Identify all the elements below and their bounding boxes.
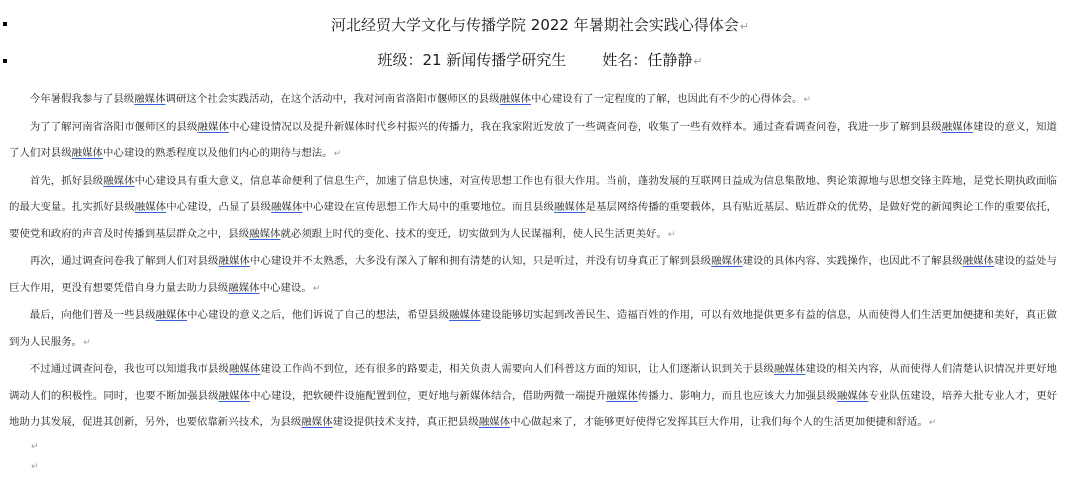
paragraph-text: 首先，抓好县级融媒体中心建设具有重大意义，信息革命便利了信息生产，加速了信息快速，对宣传思想工作也有很大作用。当前，蓬勃发展的互联网日益成为信息集散地、舆论策源地与思想交锋主阵地，是党长期执政面临的最大变量。扎实抓好县级融媒体中心建设，凸显了县级融媒体中心建设在宣传思想工作大局中的重要地位。而且县级融媒体是基层网络传播的重要载体，具有贴近基层、贴近群众的优势，是做好党的新闻舆论工作的重要依托，要使党和政府的声音及时传播到基层群众之中，县级融媒体就必须跟上时代的变化、技术的变迁，切实做到为人民谋福利，使人民生活更美好。 [9, 174, 1058, 240]
paragraph-mark: ↵ [312, 283, 321, 294]
spellcheck-flagged-term: 融媒体 [218, 255, 250, 267]
spellcheck-flagged-term: 融媒体 [155, 309, 188, 321]
spellcheck-flagged-term: 融媒体 [103, 174, 135, 187]
spellcheck-flagged-term: 融媒体 [711, 255, 743, 267]
spellcheck-flagged-term: 融媒体 [134, 201, 167, 213]
spellcheck-flagged-term: 融媒体 [301, 416, 333, 428]
spellcheck-flagged-term: 融媒体 [554, 201, 586, 213]
paragraph-mark: ↵ [928, 418, 937, 428]
body-paragraph [9, 86, 1057, 114]
spellcheck-flagged-term: 融媒体 [836, 389, 869, 402]
paragraph-text: 今年暑假我参与了县级融媒体调研这个社会实践活动，在这个活动中，我对河南省洛阳市偃师区的县级融媒体中心建设有了一定程度的了解，也因此有不少的心得体会。 [29, 93, 803, 105]
spellcheck-flagged-term: 融媒体 [228, 363, 261, 375]
paragraph-mark: ↵ [83, 337, 91, 348]
author-name-label: 姓名：任静静 [602, 51, 693, 69]
body-paragraph [9, 114, 1057, 168]
spellcheck-flagged-term: 融媒体 [134, 93, 166, 105]
body-paragraph [9, 248, 1057, 302]
author-info-line [0, 49, 1080, 73]
empty-paragraph [9, 457, 1057, 477]
paragraph-mark: ↵ [693, 55, 703, 68]
document-title-text: 河北经贸大学文化与传播学院 2022 年暑期社会实践心得体会 [331, 16, 739, 34]
paragraph-text: 为了了解河南省洛阳市偃师区的县级融媒体中心建设情况以及提升新媒体时代乡村振兴的传播力，我在我家附近发放了一些调查问卷，收集了一些有效样本。通过查看调查问卷，我进一步了解到县级融媒体建设的意义，知道了人们对县级融媒体中心建设的熟悉程度以及他们内心的期待与想法。 [9, 120, 1057, 159]
spellcheck-flagged-term: 融媒体 [271, 201, 303, 213]
paragraph-text: 再次，通过调查问卷我了解到人们对县级融媒体中心建设并不太熟悉，大多没有深入了解和拥有清楚的认知，只是听过，并没有切身真正了解到县级融媒体建设的具体内容、实践操作，也因此不了解县级融媒体建设的益处与巨大作用，更没有想要凭借自身力量去助力县级融媒体中心建设。 [9, 255, 1057, 294]
spellcheck-flagged-term: 融媒体 [449, 309, 481, 321]
paragraph-mark: ↵ [31, 461, 39, 472]
body-paragraph [9, 302, 1057, 356]
paragraph-mark: ↵ [739, 20, 749, 33]
document-body [9, 86, 1057, 477]
spellcheck-flagged-term: 融媒体 [962, 255, 995, 267]
paragraph-mark: ↵ [333, 149, 342, 159]
paragraph-text: 不过通过调查问卷，我也可以知道我市县级融媒体建设工作尚不到位，还有很多的路要走，相关负责人需要向人们科普这方面的知识，让人们逐渐认识到关于县级融媒体建设的相关内容，从而使得人们清楚认识情况并更好地调动人们的积极性。同时，也要不断加强县级融媒体中心建设，把软硬件设施配置到位，更好地与新媒体结合，借助两微一端提升融媒体传播力、影响力，而且也应该大力加强县级融媒体专业队伍建设，培养大批专业人才，更好地助力其发展，促进其创新，另外，也要依靠新兴技术，为县级融媒体建设提供技术支持，真正把县级融媒体中心做起来了，才能够更好使得它发挥其巨大作用，让我们每个人的生活更加便捷和舒适。 [9, 363, 1058, 428]
spellcheck-flagged-term: 融媒体 [606, 389, 638, 402]
body-paragraph [9, 356, 1057, 437]
spellcheck-flagged-term: 融媒体 [71, 147, 103, 159]
empty-paragraph [9, 437, 1057, 457]
document-title [0, 14, 1080, 38]
paragraph-mark: ↵ [667, 229, 676, 240]
class-label: 班级：21 新闻传播学研究生 [377, 51, 567, 69]
spellcheck-flagged-term: 融媒体 [499, 93, 531, 105]
paragraph-mark: ↵ [31, 441, 39, 452]
spellcheck-flagged-term: 融媒体 [228, 281, 260, 294]
paragraph-mark: ↵ [803, 95, 812, 105]
spellcheck-flagged-term: 融媒体 [197, 120, 229, 133]
spellcheck-flagged-term: 融媒体 [941, 120, 974, 133]
spellcheck-flagged-term: 融媒体 [249, 227, 281, 240]
spellcheck-flagged-term: 融媒体 [774, 363, 806, 375]
spellcheck-flagged-term: 融媒体 [218, 389, 251, 402]
body-paragraph [9, 168, 1057, 249]
paragraph-text: 最后，向他们普及一些县级融媒体中心建设的意义之后，他们诉说了自己的想法，希望县级融媒体建设能够切实起到改善民生、造福百姓的作用，可以有效地提供更多有益的信息，从而使得人们生活更加便捷和美好，真正做到为人民服务。 [9, 309, 1057, 348]
spellcheck-flagged-term: 融媒体 [478, 416, 511, 428]
